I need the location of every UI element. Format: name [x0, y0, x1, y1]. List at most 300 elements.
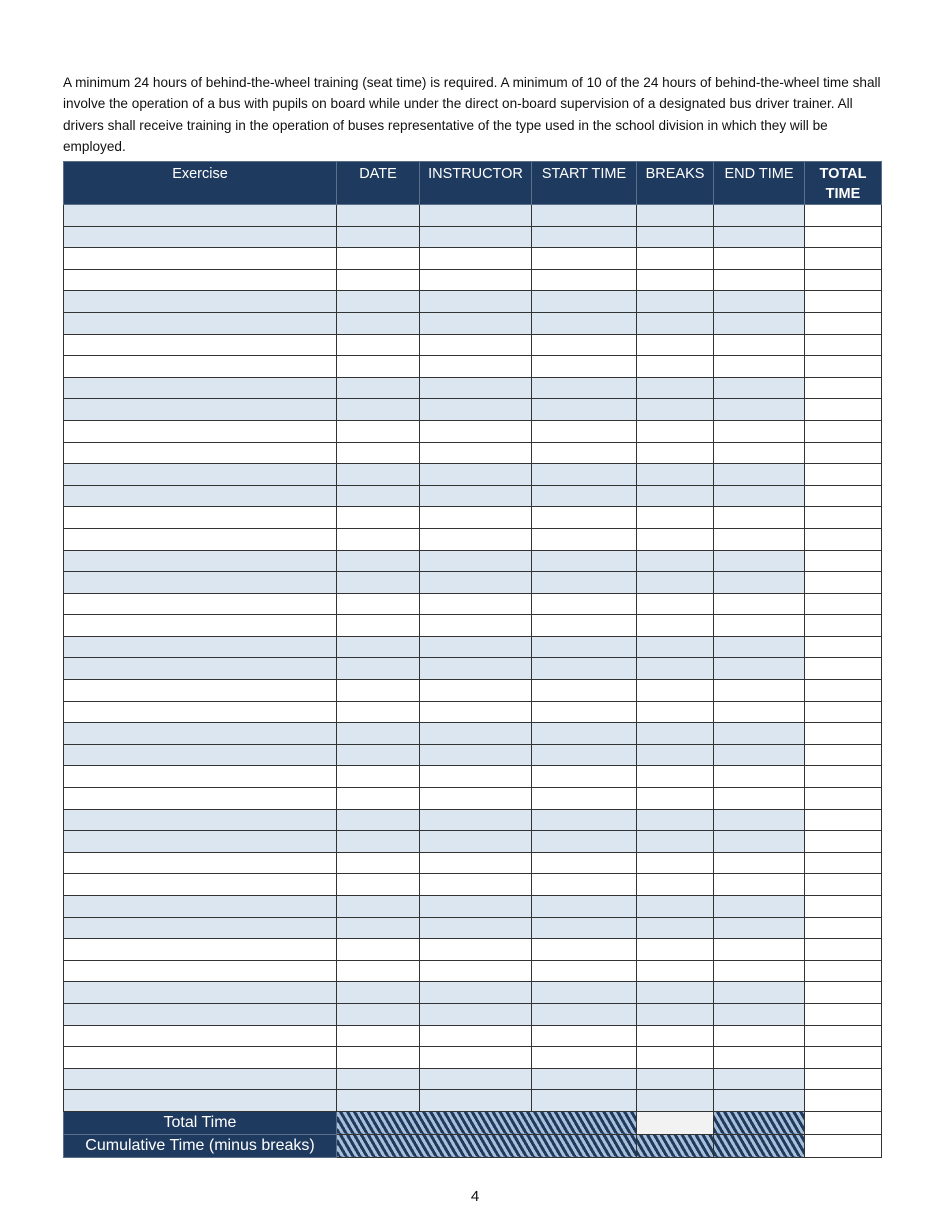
date-cell[interactable]: [337, 852, 420, 874]
instructor-cell[interactable]: [420, 788, 532, 810]
breaks-cell[interactable]: [637, 939, 714, 961]
date-cell[interactable]: [337, 1047, 420, 1069]
exercise-cell[interactable]: [64, 1025, 337, 1047]
exercise-cell[interactable]: [64, 939, 337, 961]
exercise-cell[interactable]: [64, 312, 337, 334]
date-cell[interactable]: [337, 874, 420, 896]
start-time-cell[interactable]: [532, 896, 637, 918]
date-cell[interactable]: [337, 528, 420, 550]
end-time-cell[interactable]: [714, 269, 805, 291]
breaks-cell[interactable]: [637, 636, 714, 658]
breaks-cell[interactable]: [637, 917, 714, 939]
instructor-cell[interactable]: [420, 485, 532, 507]
total-time-cell[interactable]: [805, 420, 882, 442]
date-cell[interactable]: [337, 982, 420, 1004]
start-time-cell[interactable]: [532, 507, 637, 529]
instructor-cell[interactable]: [420, 960, 532, 982]
date-cell[interactable]: [337, 312, 420, 334]
breaks-cell[interactable]: [637, 205, 714, 227]
breaks-cell[interactable]: [637, 528, 714, 550]
table-row: [64, 982, 882, 1004]
instructor-cell[interactable]: [420, 291, 532, 313]
total-time-cell[interactable]: [805, 1068, 882, 1090]
instructor-cell[interactable]: [420, 658, 532, 680]
start-time-cell[interactable]: [532, 334, 637, 356]
start-time-cell[interactable]: [532, 269, 637, 291]
total-time-cell[interactable]: [805, 507, 882, 529]
total-time-cell[interactable]: [805, 896, 882, 918]
breaks-cell[interactable]: [637, 852, 714, 874]
end-time-cell[interactable]: [714, 248, 805, 270]
date-cell[interactable]: [337, 464, 420, 486]
end-time-cell[interactable]: [714, 701, 805, 723]
end-time-cell[interactable]: [714, 1090, 805, 1112]
date-cell[interactable]: [337, 550, 420, 572]
end-time-cell[interactable]: [714, 377, 805, 399]
end-time-cell[interactable]: [714, 1025, 805, 1047]
end-time-cell[interactable]: [714, 917, 805, 939]
instructor-cell[interactable]: [420, 442, 532, 464]
instructor-cell[interactable]: [420, 507, 532, 529]
end-time-cell[interactable]: [714, 334, 805, 356]
total-time-cell[interactable]: [805, 442, 882, 464]
exercise-cell[interactable]: [64, 420, 337, 442]
date-cell[interactable]: [337, 205, 420, 227]
end-time-cell[interactable]: [714, 809, 805, 831]
instructor-cell[interactable]: [420, 680, 532, 702]
instructor-cell[interactable]: [420, 723, 532, 745]
end-time-cell[interactable]: [714, 312, 805, 334]
start-time-cell[interactable]: [532, 377, 637, 399]
total-time-cell[interactable]: [805, 1025, 882, 1047]
date-cell[interactable]: [337, 291, 420, 313]
exercise-cell[interactable]: [64, 680, 337, 702]
breaks-cell[interactable]: [637, 982, 714, 1004]
exercise-cell[interactable]: [64, 205, 337, 227]
exercise-cell[interactable]: [64, 1090, 337, 1112]
instructor-cell[interactable]: [420, 377, 532, 399]
breaks-cell[interactable]: [637, 1068, 714, 1090]
start-time-cell[interactable]: [532, 356, 637, 378]
date-cell[interactable]: [337, 226, 420, 248]
total-time-cell[interactable]: [805, 572, 882, 594]
exercise-cell[interactable]: [64, 744, 337, 766]
end-time-cell[interactable]: [714, 291, 805, 313]
breaks-cell[interactable]: [637, 442, 714, 464]
instructor-cell[interactable]: [420, 334, 532, 356]
start-time-cell[interactable]: [532, 550, 637, 572]
instructor-cell[interactable]: [420, 1025, 532, 1047]
exercise-cell[interactable]: [64, 226, 337, 248]
start-time-cell[interactable]: [532, 1068, 637, 1090]
exercise-cell[interactable]: [64, 960, 337, 982]
date-cell[interactable]: [337, 917, 420, 939]
start-time-cell[interactable]: [532, 485, 637, 507]
date-cell[interactable]: [337, 680, 420, 702]
breaks-cell[interactable]: [637, 291, 714, 313]
total-time-cell[interactable]: [805, 1003, 882, 1025]
total-time-cell[interactable]: [805, 464, 882, 486]
exercise-cell[interactable]: [64, 399, 337, 421]
start-time-cell[interactable]: [532, 917, 637, 939]
start-time-cell[interactable]: [532, 593, 637, 615]
instructor-cell[interactable]: [420, 809, 532, 831]
total-time-cell[interactable]: [805, 377, 882, 399]
total-time-cell[interactable]: [805, 356, 882, 378]
start-time-cell[interactable]: [532, 809, 637, 831]
end-time-cell[interactable]: [714, 658, 805, 680]
date-cell[interactable]: [337, 485, 420, 507]
date-cell[interactable]: [337, 269, 420, 291]
start-time-cell[interactable]: [532, 788, 637, 810]
total-time-cell[interactable]: [805, 960, 882, 982]
date-cell[interactable]: [337, 744, 420, 766]
date-cell[interactable]: [337, 507, 420, 529]
exercise-cell[interactable]: [64, 701, 337, 723]
instructor-cell[interactable]: [420, 982, 532, 1004]
total-time-cell[interactable]: [805, 658, 882, 680]
breaks-cell[interactable]: [637, 658, 714, 680]
end-time-cell[interactable]: [714, 852, 805, 874]
total-time-cell[interactable]: [805, 788, 882, 810]
breaks-cell[interactable]: [637, 809, 714, 831]
start-time-cell[interactable]: [532, 528, 637, 550]
instructor-cell[interactable]: [420, 766, 532, 788]
start-time-cell[interactable]: [532, 420, 637, 442]
total-time-cell[interactable]: [805, 939, 882, 961]
exercise-cell[interactable]: [64, 852, 337, 874]
table-row: [64, 809, 882, 831]
start-time-cell[interactable]: [532, 572, 637, 594]
start-time-cell[interactable]: [532, 291, 637, 313]
instructor-cell[interactable]: [420, 356, 532, 378]
exercise-cell[interactable]: [64, 377, 337, 399]
start-time-cell[interactable]: [532, 248, 637, 270]
end-time-cell[interactable]: [714, 593, 805, 615]
end-time-cell[interactable]: [714, 226, 805, 248]
breaks-cell[interactable]: [637, 680, 714, 702]
instructor-cell[interactable]: [420, 896, 532, 918]
total-time-cell[interactable]: [805, 1090, 882, 1112]
exercise-cell[interactable]: [64, 831, 337, 853]
end-time-cell[interactable]: [714, 960, 805, 982]
exercise-cell[interactable]: [64, 788, 337, 810]
exercise-cell[interactable]: [64, 572, 337, 594]
total-time-cell[interactable]: [805, 766, 882, 788]
date-cell[interactable]: [337, 356, 420, 378]
start-time-cell[interactable]: [532, 874, 637, 896]
instructor-cell[interactable]: [420, 248, 532, 270]
date-cell[interactable]: [337, 766, 420, 788]
exercise-cell[interactable]: [64, 917, 337, 939]
instructor-cell[interactable]: [420, 528, 532, 550]
exercise-cell[interactable]: [64, 766, 337, 788]
instructor-cell[interactable]: [420, 831, 532, 853]
start-time-cell[interactable]: [532, 615, 637, 637]
end-time-cell[interactable]: [714, 528, 805, 550]
end-time-cell[interactable]: [714, 485, 805, 507]
end-time-cell[interactable]: [714, 788, 805, 810]
total-time-cell[interactable]: [805, 680, 882, 702]
total-time-cell[interactable]: [805, 636, 882, 658]
instructor-cell[interactable]: [420, 226, 532, 248]
breaks-cell[interactable]: [637, 377, 714, 399]
date-cell[interactable]: [337, 1003, 420, 1025]
start-time-cell[interactable]: [532, 831, 637, 853]
exercise-cell[interactable]: [64, 291, 337, 313]
date-cell[interactable]: [337, 636, 420, 658]
instructor-cell[interactable]: [420, 572, 532, 594]
total-time-cell[interactable]: [805, 615, 882, 637]
start-time-cell[interactable]: [532, 744, 637, 766]
breaks-cell[interactable]: [637, 226, 714, 248]
exercise-cell[interactable]: [64, 269, 337, 291]
total-time-cell[interactable]: [805, 809, 882, 831]
instructor-cell[interactable]: [420, 917, 532, 939]
total-time-value-cell[interactable]: [805, 1111, 882, 1134]
date-cell[interactable]: [337, 572, 420, 594]
end-time-cell[interactable]: [714, 744, 805, 766]
total-time-cell[interactable]: [805, 334, 882, 356]
start-time-cell[interactable]: [532, 1003, 637, 1025]
breaks-cell[interactable]: [637, 399, 714, 421]
date-cell[interactable]: [337, 831, 420, 853]
start-time-cell[interactable]: [532, 680, 637, 702]
instructor-cell[interactable]: [420, 701, 532, 723]
instructor-cell[interactable]: [420, 593, 532, 615]
end-time-cell[interactable]: [714, 831, 805, 853]
date-cell[interactable]: [337, 658, 420, 680]
breaks-cell[interactable]: [637, 874, 714, 896]
exercise-cell[interactable]: [64, 528, 337, 550]
exercise-cell[interactable]: [64, 615, 337, 637]
start-time-cell[interactable]: [532, 1047, 637, 1069]
breaks-cell[interactable]: [637, 420, 714, 442]
end-time-cell[interactable]: [714, 1003, 805, 1025]
breaks-cell[interactable]: [637, 615, 714, 637]
breaks-cell[interactable]: [637, 766, 714, 788]
end-time-cell[interactable]: [714, 420, 805, 442]
exercise-cell[interactable]: [64, 809, 337, 831]
breaks-cell[interactable]: [637, 507, 714, 529]
start-time-cell[interactable]: [532, 442, 637, 464]
breaks-cell[interactable]: [637, 788, 714, 810]
breaks-cell[interactable]: [637, 744, 714, 766]
end-time-cell[interactable]: [714, 572, 805, 594]
start-time-cell[interactable]: [532, 766, 637, 788]
end-time-cell[interactable]: [714, 680, 805, 702]
breaks-cell[interactable]: [637, 356, 714, 378]
end-time-cell[interactable]: [714, 1047, 805, 1069]
exercise-cell[interactable]: [64, 896, 337, 918]
start-time-cell[interactable]: [532, 464, 637, 486]
breaks-cell[interactable]: [637, 464, 714, 486]
end-time-cell[interactable]: [714, 205, 805, 227]
breaks-cell[interactable]: [637, 312, 714, 334]
start-time-cell[interactable]: [532, 701, 637, 723]
end-time-cell[interactable]: [714, 723, 805, 745]
exercise-cell[interactable]: [64, 442, 337, 464]
date-cell[interactable]: [337, 1068, 420, 1090]
instructor-cell[interactable]: [420, 615, 532, 637]
exercise-cell[interactable]: [64, 356, 337, 378]
instructor-cell[interactable]: [420, 312, 532, 334]
exercise-cell[interactable]: [64, 636, 337, 658]
date-cell[interactable]: [337, 442, 420, 464]
start-time-cell[interactable]: [532, 982, 637, 1004]
breaks-cell[interactable]: [637, 1003, 714, 1025]
instructor-cell[interactable]: [420, 1003, 532, 1025]
instructor-cell[interactable]: [420, 852, 532, 874]
exercise-cell[interactable]: [64, 1003, 337, 1025]
exercise-cell[interactable]: [64, 1047, 337, 1069]
start-time-cell[interactable]: [532, 1090, 637, 1112]
exercise-cell[interactable]: [64, 550, 337, 572]
total-time-cell[interactable]: [805, 723, 882, 745]
date-cell[interactable]: [337, 377, 420, 399]
end-time-cell[interactable]: [714, 939, 805, 961]
total-time-cell[interactable]: [805, 701, 882, 723]
end-time-cell[interactable]: [714, 507, 805, 529]
exercise-cell[interactable]: [64, 248, 337, 270]
date-cell[interactable]: [337, 896, 420, 918]
end-time-cell[interactable]: [714, 874, 805, 896]
end-time-cell[interactable]: [714, 464, 805, 486]
end-time-cell[interactable]: [714, 1068, 805, 1090]
exercise-cell[interactable]: [64, 334, 337, 356]
end-time-cell[interactable]: [714, 615, 805, 637]
start-time-cell[interactable]: [532, 960, 637, 982]
date-cell[interactable]: [337, 701, 420, 723]
start-time-cell[interactable]: [532, 658, 637, 680]
breaks-cell[interactable]: [637, 896, 714, 918]
total-time-cell[interactable]: [805, 982, 882, 1004]
exercise-cell[interactable]: [64, 658, 337, 680]
date-cell[interactable]: [337, 1090, 420, 1112]
end-time-cell[interactable]: [714, 550, 805, 572]
date-cell[interactable]: [337, 593, 420, 615]
date-cell[interactable]: [337, 399, 420, 421]
end-time-cell[interactable]: [714, 766, 805, 788]
total-time-cell[interactable]: [805, 248, 882, 270]
date-cell[interactable]: [337, 809, 420, 831]
breaks-cell[interactable]: [637, 269, 714, 291]
total-time-cell[interactable]: [805, 1047, 882, 1069]
start-time-cell[interactable]: [532, 1025, 637, 1047]
end-time-cell[interactable]: [714, 636, 805, 658]
breaks-cell[interactable]: [637, 550, 714, 572]
date-cell[interactable]: [337, 420, 420, 442]
total-time-cell[interactable]: [805, 399, 882, 421]
exercise-cell[interactable]: [64, 593, 337, 615]
breaks-cell[interactable]: [637, 334, 714, 356]
end-time-cell[interactable]: [714, 982, 805, 1004]
instructor-cell[interactable]: [420, 205, 532, 227]
breaks-cell[interactable]: [637, 1090, 714, 1112]
total-breaks-cell[interactable]: [637, 1111, 714, 1134]
exercise-cell[interactable]: [64, 982, 337, 1004]
total-time-cell[interactable]: [805, 205, 882, 227]
breaks-cell[interactable]: [637, 1047, 714, 1069]
end-time-cell[interactable]: [714, 896, 805, 918]
start-time-cell[interactable]: [532, 205, 637, 227]
total-time-cell[interactable]: [805, 312, 882, 334]
start-time-cell[interactable]: [532, 312, 637, 334]
total-time-cell[interactable]: [805, 485, 882, 507]
total-time-cell[interactable]: [805, 550, 882, 572]
date-cell[interactable]: [337, 334, 420, 356]
date-cell[interactable]: [337, 723, 420, 745]
instructor-cell[interactable]: [420, 744, 532, 766]
instructor-cell[interactable]: [420, 1047, 532, 1069]
start-time-cell[interactable]: [532, 636, 637, 658]
instructor-cell[interactable]: [420, 874, 532, 896]
instructor-cell[interactable]: [420, 399, 532, 421]
date-cell[interactable]: [337, 248, 420, 270]
start-time-cell[interactable]: [532, 399, 637, 421]
instructor-cell[interactable]: [420, 464, 532, 486]
end-time-cell[interactable]: [714, 399, 805, 421]
date-cell[interactable]: [337, 960, 420, 982]
start-time-cell[interactable]: [532, 226, 637, 248]
exercise-cell[interactable]: [64, 464, 337, 486]
date-cell[interactable]: [337, 939, 420, 961]
exercise-cell[interactable]: [64, 507, 337, 529]
end-time-cell[interactable]: [714, 356, 805, 378]
start-time-cell[interactable]: [532, 939, 637, 961]
instructor-cell[interactable]: [420, 1090, 532, 1112]
instructor-cell[interactable]: [420, 939, 532, 961]
total-time-cell[interactable]: [805, 593, 882, 615]
breaks-cell[interactable]: [637, 723, 714, 745]
date-cell[interactable]: [337, 1025, 420, 1047]
breaks-cell[interactable]: [637, 701, 714, 723]
total-time-cell[interactable]: [805, 528, 882, 550]
total-time-cell[interactable]: [805, 226, 882, 248]
table-row: [64, 442, 882, 464]
breaks-cell[interactable]: [637, 593, 714, 615]
instructor-cell[interactable]: [420, 1068, 532, 1090]
total-time-cell[interactable]: [805, 917, 882, 939]
instructor-cell[interactable]: [420, 550, 532, 572]
breaks-cell[interactable]: [637, 1025, 714, 1047]
instructor-cell[interactable]: [420, 420, 532, 442]
breaks-cell[interactable]: [637, 248, 714, 270]
end-time-cell[interactable]: [714, 442, 805, 464]
breaks-cell[interactable]: [637, 831, 714, 853]
total-time-cell[interactable]: [805, 852, 882, 874]
date-cell[interactable]: [337, 788, 420, 810]
breaks-cell[interactable]: [637, 485, 714, 507]
total-time-cell[interactable]: [805, 744, 882, 766]
instructor-cell[interactable]: [420, 269, 532, 291]
total-time-cell[interactable]: [805, 269, 882, 291]
cumulative-time-value-cell[interactable]: [805, 1134, 882, 1157]
exercise-cell[interactable]: [64, 1068, 337, 1090]
exercise-cell[interactable]: [64, 723, 337, 745]
start-time-cell[interactable]: [532, 723, 637, 745]
date-cell[interactable]: [337, 615, 420, 637]
instructor-cell[interactable]: [420, 636, 532, 658]
exercise-cell[interactable]: [64, 485, 337, 507]
total-time-cell[interactable]: [805, 874, 882, 896]
breaks-cell[interactable]: [637, 960, 714, 982]
total-time-cell[interactable]: [805, 831, 882, 853]
start-time-cell[interactable]: [532, 852, 637, 874]
breaks-cell[interactable]: [637, 572, 714, 594]
total-time-cell[interactable]: [805, 291, 882, 313]
exercise-cell[interactable]: [64, 874, 337, 896]
